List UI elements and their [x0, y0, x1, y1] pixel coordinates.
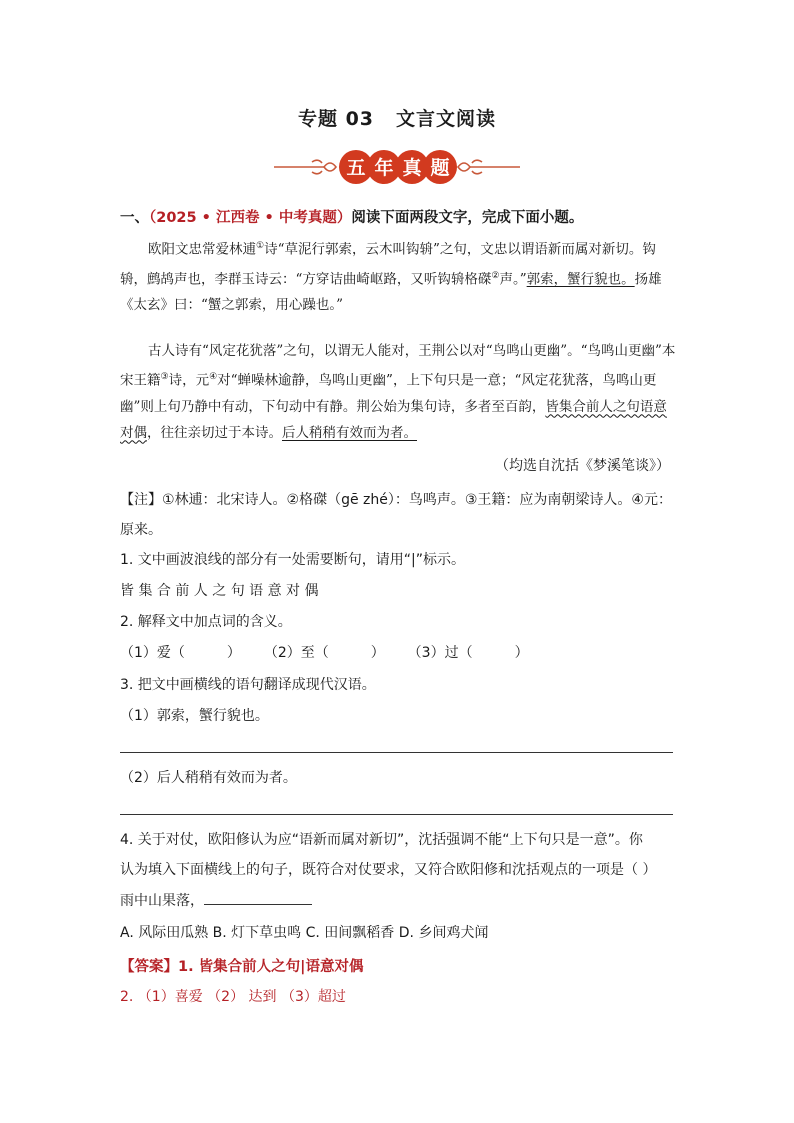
q4-line-2: 认为填入下面横线上的句子，既符合对仗要求，又符合欧阳修和沈括观点的一项是（ ）: [120, 862, 657, 878]
banner-char-4: 题: [430, 157, 450, 179]
question-instruction: 阅读下面两段文字，完成下面小题。: [351, 210, 584, 226]
q4-fill-blank[interactable]: [204, 888, 312, 905]
q4-line-3: 雨中山果落，: [120, 886, 680, 916]
q1-characters: 皆 集 合 前 人 之 句 语 意 对 偶: [120, 583, 319, 599]
passage-source: （均选自沈括《梦溪笔谈》）: [495, 458, 670, 474]
notes-line-1: 【注】①林逋：北宋诗人。②格磔（gē zhé）：鸟鸣声。③王籍：应为南朝梁诗人。④元：: [120, 492, 672, 508]
q3-answer-line-2[interactable]: [120, 814, 673, 815]
notes-line-2: 原来。: [120, 522, 162, 538]
q3-answer-line-1[interactable]: [120, 752, 673, 753]
banner-char-2: 年: [374, 157, 394, 179]
q3-item-2: （2）后人稍稍有效而为者。: [120, 770, 297, 786]
q2-items: （1）爱（ ） （2）至（ ） （3）过（ ）: [120, 645, 529, 661]
underlined-sentence-1: 郭索，蟹行貌也。: [526, 271, 635, 287]
q3-prompt: 3. 把文中画横线的语句翻译成现代汉语。: [120, 677, 376, 693]
q1-prompt: 1. 文中画波浪线的部分有一处需要断句，请用“|”标示。: [120, 552, 466, 568]
page-title: [0, 104, 794, 131]
q2-item-1: （1）爱（: [120, 645, 185, 661]
banner-char-3: 真: [402, 157, 422, 179]
q4-line-1: 4. 关于对仗，欧阳修认为应“语新而属对新切”，沈括强调不能“上下句只是一意”。你: [120, 832, 643, 848]
underlined-sentence-2: 后人稍稍有效而为者。: [282, 424, 417, 441]
banner-right-ornament: [458, 160, 520, 174]
answer-label: 【答案】: [120, 959, 178, 975]
question-source: （2025 • 江西卷 • 中考真题）: [149, 210, 352, 226]
q2-item-2: （2）至（: [263, 645, 329, 661]
passage-paragraph-1: 欧阳文忠常爱林逋①诗“草泥行郭索，云木叫钩辀”之句，文忠以谓语新而属对新切。钩辀，鹧鸪声也，李群玉诗云：“方穿诘曲崎岖路，又听钩辀格磔②声。”郭索，蟹行貌也。扬雄《太玄》曰：“蟹之郭索，用心躁也。”: [120, 241, 662, 313]
note-marker-2: ②: [491, 270, 500, 281]
passage-paragraph-2: 古人诗有“风定花犹落”之句，以谓无人能对，王荆公以对“鸟鸣山更幽”。“鸟鸣山更幽”本宋王籍③诗，元④对“蝉噪林逾静，鸟鸣山更幽”，上下句只是一意；“风定花犹落，鸟鸣山更幽”则上句乃静中有动，下句动中有静。荆公始为集句诗，多者至百韵，皆集合前人之句语意对偶，往往亲切过于本诗。后人稍稍有效而为者。: [120, 343, 676, 441]
wavy-underlined-phrase: 皆集合前人之句语意对偶: [120, 398, 667, 441]
answer-2: 2. （1）喜爱 （2） 达到 （3）超过: [120, 989, 346, 1005]
note-marker-3: ③: [160, 372, 169, 382]
q2-item-3: （3）过（: [407, 645, 473, 661]
banner-char-1: 五: [346, 157, 366, 179]
title-part1: 专题 03: [297, 108, 375, 130]
answer-block: [120, 955, 363, 976]
five-year-banner: [272, 146, 522, 186]
note-marker-4: ④: [209, 372, 218, 382]
q3-item-1: （1）郭索，蟹行貌也。: [120, 708, 269, 724]
note-marker-1: ①: [256, 241, 265, 251]
q2-prompt: 2. 解释文中加点词的含义。: [120, 614, 292, 630]
banner-left-ornament: [274, 160, 336, 174]
answer-1: 1. 皆集合前人之句|语意对偶: [178, 959, 364, 975]
question-number: 一、: [120, 210, 149, 226]
q4-options: A. 风际田瓜熟 B. 灯下草虫鸣 C. 田间飘稻香 D. 乡间鸡犬闻: [120, 925, 489, 941]
question-header: [120, 206, 583, 227]
title-part2: 文言文阅读: [396, 108, 497, 130]
